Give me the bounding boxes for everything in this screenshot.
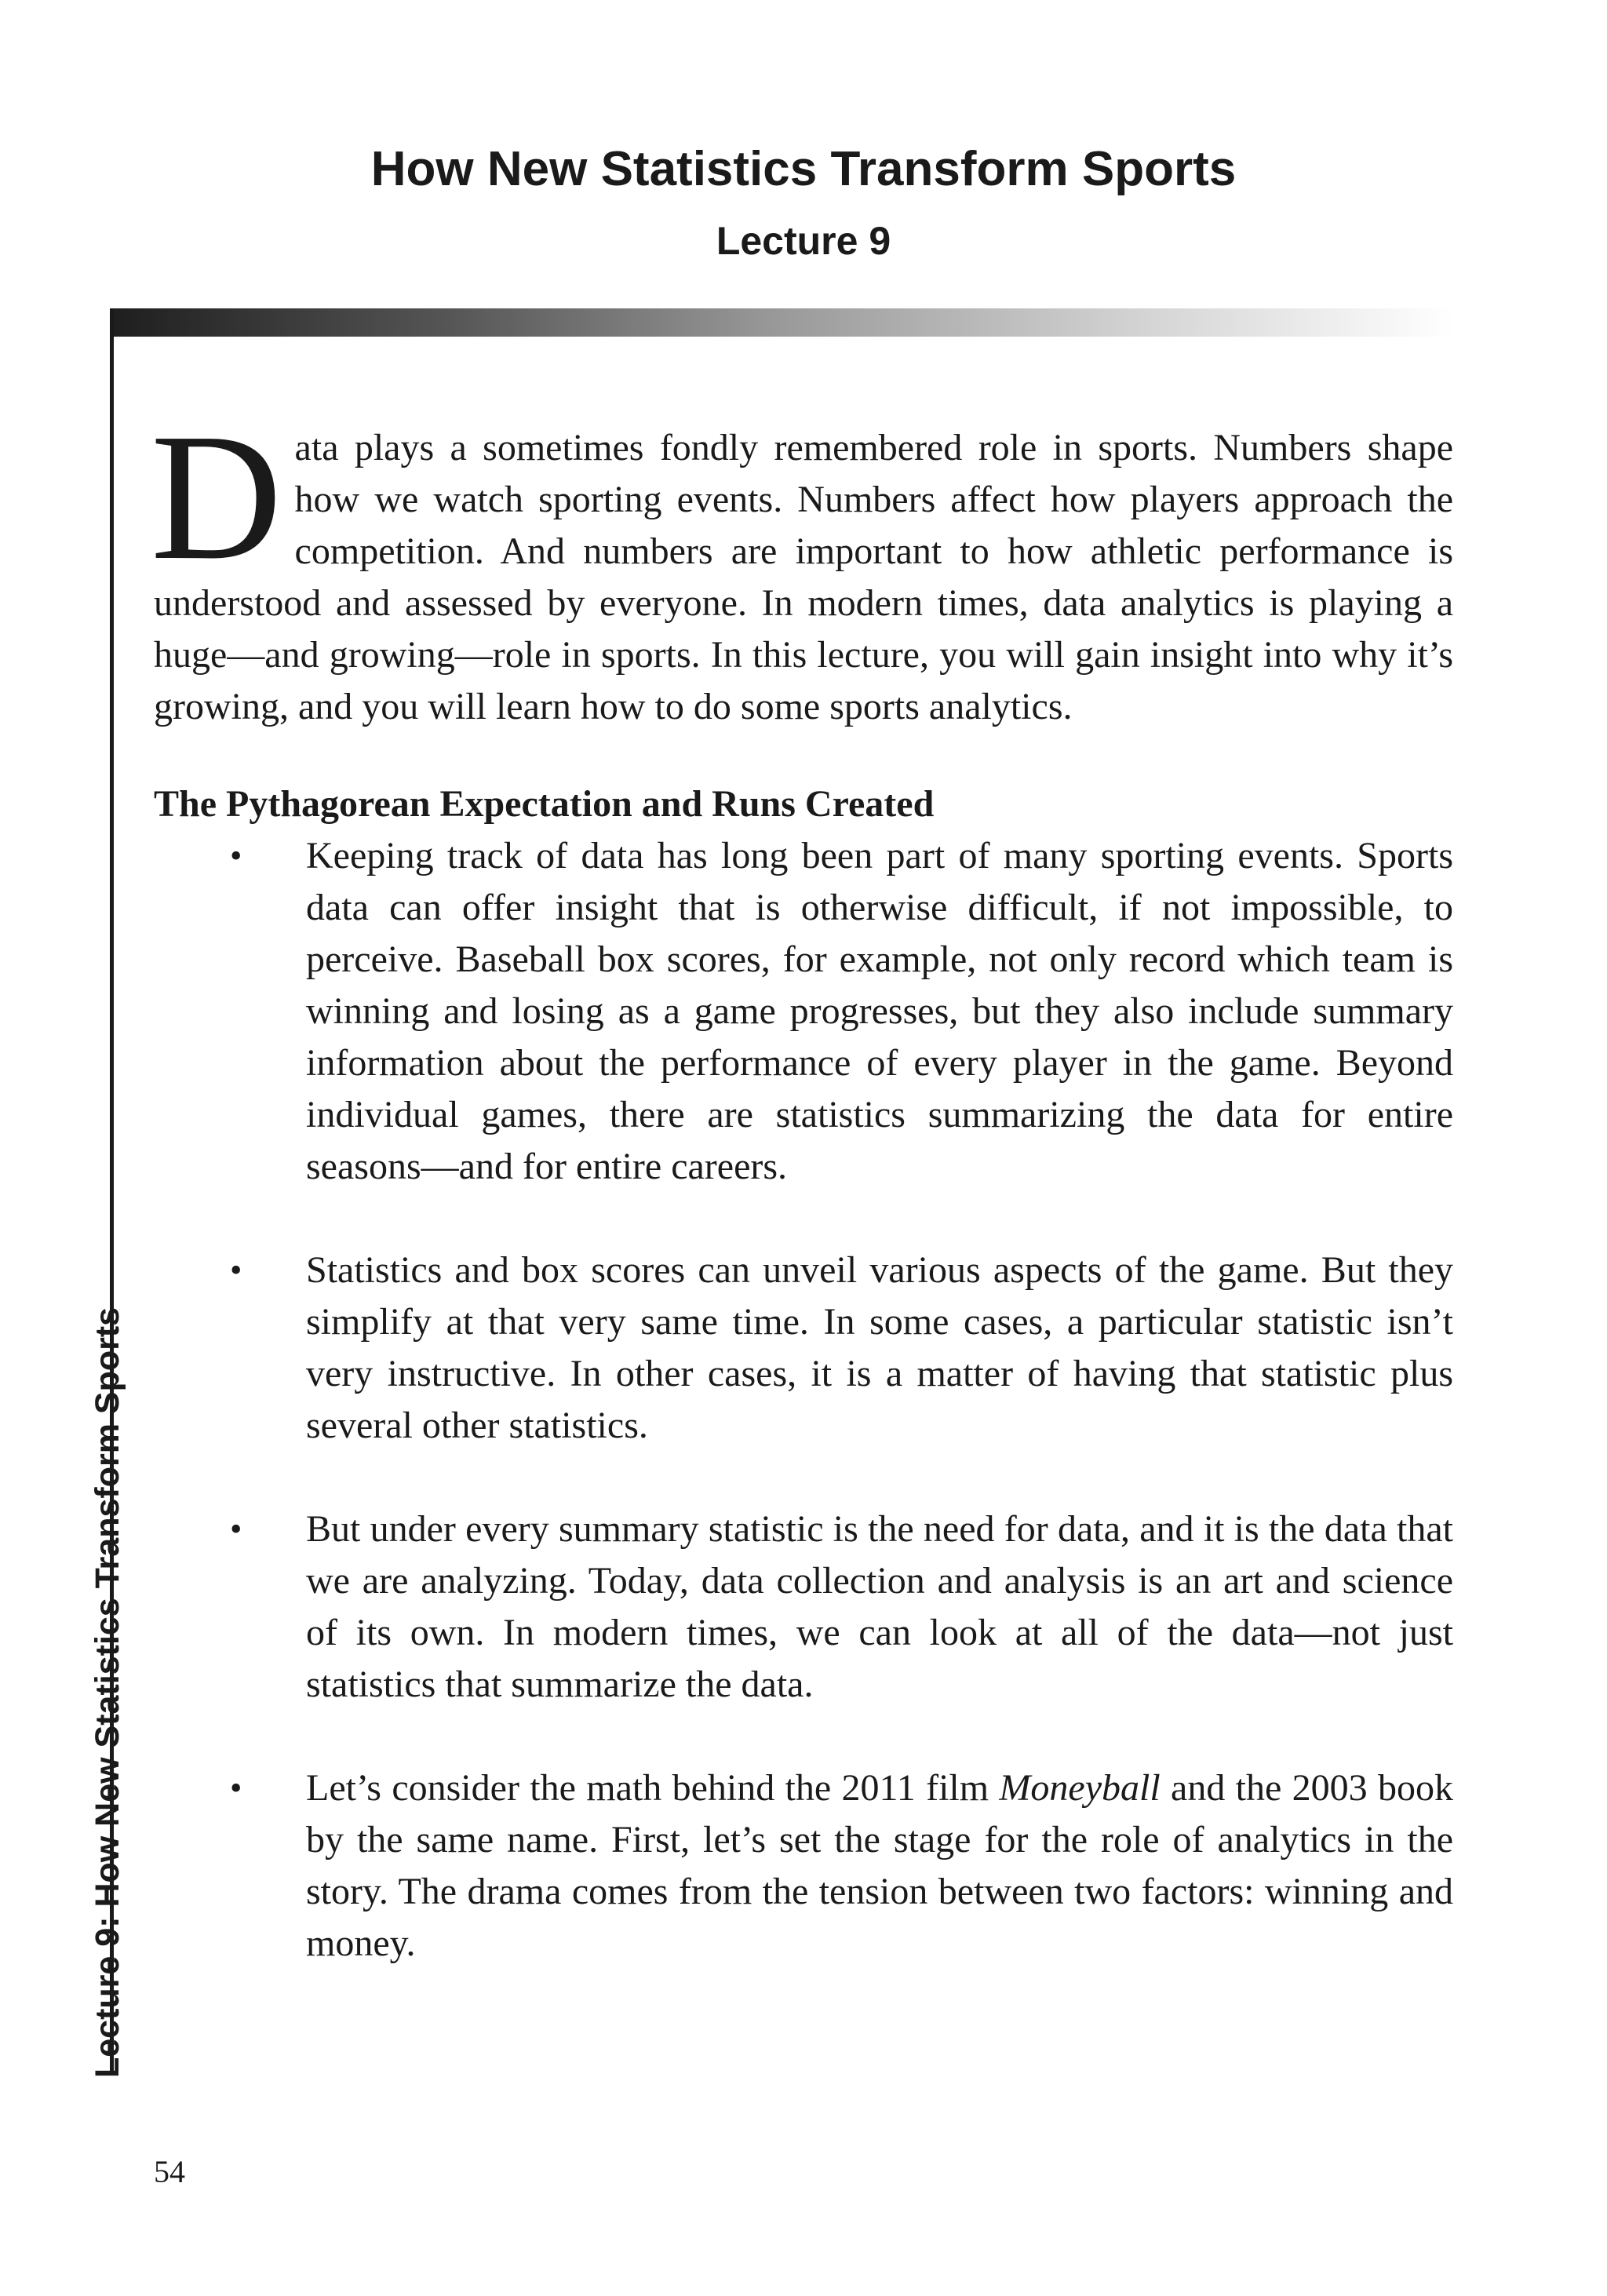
intro-paragraph — [151, 396, 1453, 733]
lecture-subtitle: Lecture 9 — [716, 219, 891, 263]
side-running-head: Lecture 9: How New Statistics Transform Sports — [89, 1307, 126, 2078]
header-gradient-bar — [110, 308, 1453, 337]
bullet-text: But under every summary statistic is the need for data, and it is the data that we are analyzing. Today, data collection and analysis is an art and science of its own. In modern times, we can look at all of the data—not just statistics that summarize the data. — [306, 1508, 1453, 1705]
page-number: 54 — [154, 2154, 185, 2189]
bullet-item — [154, 830, 1453, 1193]
intro-text: ata plays a sometimes fondly remembered role in sports. Numbers shape how we watch sporting events. Numbers affect how players approach the competition. And numbers are important to how athletic performance is understood and assessed by everyone. In modern times, data analytics is playing a huge—and growing—role in sports. In this lecture, you will gain insight into why it’s growing, and you will learn how to do some sports analytics. — [154, 427, 1453, 727]
bullet-item — [154, 1245, 1453, 1452]
bullet-list — [154, 830, 1453, 1970]
drop-cap: D — [151, 396, 282, 598]
bullet-icon: • — [230, 1769, 242, 1807]
film-title: Moneyball — [999, 1767, 1161, 1809]
bullet-text-end: and the 2003 book by the same name. First, let’s set the stage for the role of analytics in the story. The drama comes from the tension between two factors: winning and money. — [306, 1767, 1453, 1964]
bullet-text-start: Let’s consider the math behind the 2011 film — [306, 1767, 1000, 1809]
section-heading: The Pythagorean Expectation and Runs Created — [154, 783, 935, 825]
bullet-icon: • — [230, 1510, 242, 1548]
page-title: How New Statistics Transform Sports — [370, 142, 1237, 196]
bullet-text: Keeping track of data has long been part of many sporting events. Sports data can offer insight that is otherwise difficult, if not impossible, to perceive. Baseball box scores, for example, not only record which team is winning and losing as a game progresses, but they also include summary information about the performance of every player in the game. Beyond individual games, there are statistics summarizing the data for entire seasons—and for entire careers. — [306, 835, 1453, 1187]
bullet-icon: • — [230, 1251, 242, 1289]
bullet-item — [154, 1503, 1453, 1711]
main-content — [151, 396, 1453, 1970]
bullet-item — [154, 1762, 1453, 1970]
bullet-text: Statistics and box scores can unveil various aspects of the game. But they simplify at that very same time. In some cases, a particular statistic isn’t very instructive. In other cases, it is a matter of having that statistic plus several other statistics. — [306, 1249, 1453, 1446]
bullet-icon: • — [230, 836, 242, 875]
